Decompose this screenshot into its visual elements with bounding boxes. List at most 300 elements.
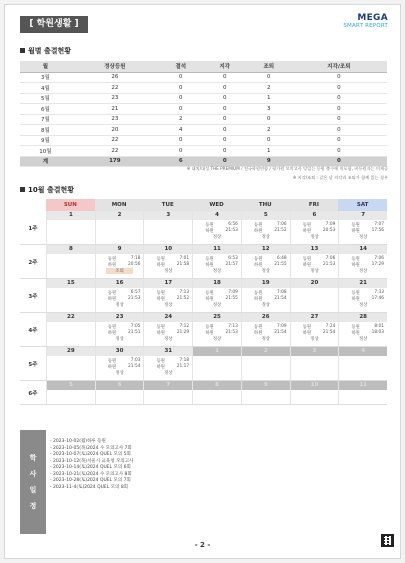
table-header-cell: 조퇴 bbox=[247, 61, 291, 72]
check-in-time: 7:06 bbox=[276, 222, 287, 227]
check-in-label: 등원 bbox=[205, 223, 214, 228]
report-page bbox=[4, 4, 401, 559]
table-row bbox=[20, 104, 387, 115]
check-out-time: 17:29 bbox=[371, 262, 385, 267]
check-out-label: 하원 bbox=[205, 331, 214, 336]
table-cell: 9월 bbox=[20, 135, 71, 146]
day-header-thu: THU bbox=[241, 199, 290, 211]
table-cell: 0 bbox=[291, 156, 387, 167]
check-in-label: 등원 bbox=[302, 325, 312, 330]
calendar-day bbox=[46, 313, 95, 346]
day-number: 15 bbox=[47, 279, 95, 288]
check-in-label: 등원 bbox=[107, 359, 117, 364]
check-out-time: 21:53 bbox=[225, 330, 238, 335]
table-cell: 179 bbox=[71, 156, 159, 167]
calendar-day bbox=[95, 347, 144, 380]
check-in-time: 7:08 bbox=[276, 290, 287, 295]
attendance-status: 정상 bbox=[164, 303, 173, 308]
table-cell: 0 bbox=[203, 125, 247, 136]
calendar-day bbox=[192, 381, 241, 404]
check-out-time: 21:29 bbox=[176, 330, 190, 335]
check-out-label: 하원 bbox=[107, 263, 117, 268]
calendar-day bbox=[241, 347, 290, 380]
table-cell: 0 bbox=[159, 83, 203, 94]
calendar-day bbox=[338, 211, 387, 244]
day-number: 12 bbox=[242, 245, 290, 254]
table-cell: 6 bbox=[159, 156, 203, 167]
table-cell: 0 bbox=[247, 114, 291, 125]
day-number: 7 bbox=[144, 381, 192, 390]
check-out-label: 하원 bbox=[156, 263, 165, 268]
week-label: 6주 bbox=[28, 390, 38, 397]
check-out-label: 하원 bbox=[351, 263, 360, 268]
check-in-time: 7:09 bbox=[276, 324, 287, 329]
check-out-label: 하원 bbox=[107, 297, 117, 302]
check-out-label: 하원 bbox=[254, 297, 263, 302]
monthly-attendance-table bbox=[20, 61, 387, 167]
table-cell: 0 bbox=[291, 125, 387, 136]
attendance-status: 정상 bbox=[261, 337, 270, 342]
calendar-day bbox=[192, 245, 241, 278]
week-label: 5주 bbox=[28, 361, 38, 368]
calendar-day bbox=[241, 381, 290, 404]
calendar-day bbox=[143, 279, 192, 312]
calendar-week bbox=[20, 245, 387, 279]
check-out-label: 하원 bbox=[205, 297, 214, 302]
table-row bbox=[20, 72, 387, 83]
table-header-cell: 지각 bbox=[203, 61, 247, 72]
attendance-status: 정상 bbox=[115, 371, 124, 376]
table-cell: 0 bbox=[291, 72, 387, 83]
attendance-status: 정상 bbox=[359, 303, 368, 308]
table-cell: 2 bbox=[247, 83, 291, 94]
calendar-section-title bbox=[20, 185, 74, 195]
day-number: 6 bbox=[96, 381, 144, 390]
schedule-side-char: 사 bbox=[29, 470, 37, 478]
day-header-fri: FRI bbox=[290, 199, 339, 211]
check-out-label: 하원 bbox=[156, 297, 165, 302]
table-cell: 0 bbox=[159, 146, 203, 157]
calendar-day bbox=[290, 211, 339, 244]
table-cell: 8월 bbox=[20, 125, 71, 136]
check-in-label: 등원 bbox=[351, 257, 360, 262]
check-in-time: 7:09 bbox=[325, 222, 336, 227]
table-header-cell: 결석 bbox=[159, 61, 203, 72]
attendance-status: 정상 bbox=[212, 337, 222, 342]
check-out-time: 17:56 bbox=[371, 228, 385, 233]
check-out-label: 하원 bbox=[205, 263, 214, 268]
calendar-day bbox=[46, 279, 95, 312]
check-in-label: 등원 bbox=[107, 291, 117, 296]
check-in-label: 등원 bbox=[156, 359, 165, 364]
check-in-time: 7:18 bbox=[130, 256, 141, 261]
check-in-label: 등원 bbox=[205, 257, 214, 262]
check-in-time: 8:01 bbox=[374, 324, 385, 329]
calendar-day bbox=[338, 313, 387, 346]
attendance-status: 조퇴 bbox=[106, 268, 134, 274]
check-in-label: 등원 bbox=[205, 325, 214, 330]
monthly-note-1: ※ 대치/대성 THE PREMIUM / 전국학원연합 / 평가원 모의고사 당일는 등원 출수에 미포함, 비등원자는 미제공 bbox=[186, 166, 388, 171]
calendar-day bbox=[143, 245, 192, 278]
square-bullet-icon bbox=[20, 187, 25, 192]
page-number: - 2 - bbox=[194, 541, 211, 549]
check-in-time: 7:01 bbox=[179, 256, 190, 261]
calendar-day bbox=[192, 279, 241, 312]
check-in-time: 6:56 bbox=[228, 222, 238, 227]
table-cell: 23 bbox=[71, 114, 159, 125]
check-in-label: 등원 bbox=[107, 325, 117, 330]
check-in-time: 6:57 bbox=[130, 290, 141, 295]
week-label: 3주 bbox=[28, 293, 38, 300]
check-in-label: 등원 bbox=[254, 223, 263, 228]
check-out-label: 하원 bbox=[302, 331, 312, 336]
check-out-time: 21:54 bbox=[274, 296, 287, 301]
calendar-day bbox=[290, 313, 339, 346]
check-in-label: 등원 bbox=[302, 223, 312, 228]
day-number: 5 bbox=[242, 211, 290, 220]
table-header-cell: 정상등원 bbox=[71, 61, 159, 72]
day-number: 9 bbox=[242, 381, 290, 390]
calendar-day bbox=[338, 347, 387, 380]
calendar-day bbox=[241, 245, 290, 278]
monthly-section-title bbox=[20, 46, 71, 56]
check-out-time: 21:55 bbox=[274, 262, 287, 267]
check-out-time: 21:54 bbox=[322, 330, 336, 335]
day-number: 1 bbox=[47, 211, 95, 220]
calendar-week bbox=[20, 211, 387, 245]
table-cell: 0 bbox=[159, 104, 203, 115]
calendar-day bbox=[46, 211, 95, 244]
day-number: 16 bbox=[96, 279, 144, 288]
week-label: 1주 bbox=[28, 225, 38, 232]
table-cell: 21 bbox=[71, 104, 159, 115]
table-cell: 4 bbox=[159, 125, 203, 136]
table-sum-row bbox=[20, 156, 387, 167]
check-out-label: 하원 bbox=[302, 229, 312, 234]
week-label: 2주 bbox=[28, 259, 38, 266]
table-cell: 0 bbox=[203, 83, 247, 94]
calendar-day bbox=[192, 313, 241, 346]
day-number: 28 bbox=[339, 313, 387, 322]
calendar-day bbox=[46, 347, 95, 380]
table-row bbox=[20, 93, 387, 104]
check-out-time: 21:54 bbox=[128, 364, 141, 369]
attendance-status: 정상 bbox=[359, 337, 368, 342]
table-cell: 2 bbox=[247, 125, 291, 136]
calendar-day bbox=[95, 313, 144, 346]
table-cell: 0 bbox=[247, 72, 291, 83]
day-header-wed: WED bbox=[192, 199, 241, 211]
table-cell: 1 bbox=[247, 93, 291, 104]
day-number: 25 bbox=[193, 313, 241, 322]
check-in-label: 등원 bbox=[254, 325, 263, 330]
day-number: 11 bbox=[193, 245, 241, 254]
schedule-side-label bbox=[20, 430, 46, 534]
check-in-label: 등원 bbox=[254, 291, 263, 296]
check-out-time: 21:52 bbox=[176, 296, 190, 301]
day-number: 1 bbox=[193, 347, 241, 356]
calendar-week bbox=[20, 279, 387, 313]
calendar-day bbox=[290, 381, 339, 404]
check-in-label: 등원 bbox=[107, 257, 117, 262]
table-cell: 10월 bbox=[20, 146, 71, 157]
table-cell: 계 bbox=[20, 156, 71, 167]
check-out-label: 하원 bbox=[254, 331, 263, 336]
check-out-time: 21:52 bbox=[274, 228, 287, 233]
check-in-time: 7:06 bbox=[374, 256, 385, 261]
table-cell: 22 bbox=[71, 83, 159, 94]
check-in-time: 7:24 bbox=[325, 324, 336, 329]
table-cell: 3월 bbox=[20, 72, 71, 83]
check-in-time: 6:53 bbox=[228, 256, 238, 261]
logo-top: MEGA bbox=[357, 13, 388, 23]
check-in-time: 7:13 bbox=[228, 324, 238, 329]
calendar-day bbox=[143, 211, 192, 244]
attendance-status: 정상 bbox=[359, 235, 368, 240]
check-out-time: 21:17 bbox=[176, 364, 190, 369]
table-cell: 22 bbox=[71, 135, 159, 146]
day-number: 2 bbox=[96, 211, 144, 220]
schedule-item: - 2023-10-14(토)2024 QUEL 모의 6회 bbox=[50, 465, 131, 470]
table-cell: 0 bbox=[247, 135, 291, 146]
day-number: 27 bbox=[291, 313, 339, 322]
day-number: 3 bbox=[291, 347, 339, 356]
check-out-time: 21:55 bbox=[225, 296, 238, 301]
table-row bbox=[20, 83, 387, 94]
table-cell: 0 bbox=[203, 146, 247, 157]
day-number: 21 bbox=[339, 279, 387, 288]
check-in-time: 7:06 bbox=[325, 256, 336, 261]
day-number: 10 bbox=[291, 381, 339, 390]
calendar-day-header bbox=[46, 199, 387, 211]
day-number: 23 bbox=[96, 313, 144, 322]
day-number: 11 bbox=[339, 381, 387, 390]
check-out-label: 하원 bbox=[302, 263, 312, 268]
day-header-sat: SAT bbox=[338, 199, 387, 211]
mega-logo bbox=[326, 14, 388, 30]
logo-bottom: SMART REPORT bbox=[343, 23, 388, 29]
day-number: 18 bbox=[193, 279, 241, 288]
check-in-time: 7:05 bbox=[130, 324, 141, 329]
day-number: 19 bbox=[242, 279, 290, 288]
calendar-week bbox=[20, 381, 387, 405]
attendance-status: 정상 bbox=[261, 303, 270, 308]
schedule-item: - 2023-10-12(목)서울시 교육청 모의고사 bbox=[50, 458, 134, 464]
calendar-day bbox=[290, 347, 339, 380]
schedule-item: - 2023-11-4(토)2024 QUEL 모의 8회 bbox=[50, 484, 129, 490]
day-number: 31 bbox=[144, 347, 192, 356]
table-cell: 0 bbox=[291, 135, 387, 146]
check-in-time: 6:48 bbox=[276, 256, 287, 261]
attendance-status: 정상 bbox=[164, 371, 173, 376]
schedule-item: - 2023-10-02(월)하루 등원 bbox=[50, 439, 106, 444]
table-cell: 26 bbox=[71, 72, 159, 83]
check-out-time: 20:53 bbox=[322, 228, 336, 233]
table-cell: 7월 bbox=[20, 114, 71, 125]
schedule-item: - 2023-10-28(토)2024 QUEL 모의 7회 bbox=[50, 478, 131, 483]
attendance-status: 정상 bbox=[164, 269, 173, 274]
day-header-tue: TUE bbox=[143, 199, 192, 211]
check-out-label: 하원 bbox=[351, 331, 360, 336]
schedule-side-char: 일 bbox=[29, 486, 37, 494]
check-in-time: 7:13 bbox=[179, 290, 190, 295]
attendance-status: 정상 bbox=[115, 303, 124, 308]
calendar-day bbox=[338, 245, 387, 278]
calendar-day bbox=[338, 381, 387, 404]
calendar-week bbox=[20, 347, 387, 381]
check-out-time: 18:03 bbox=[371, 330, 385, 335]
calendar-day bbox=[46, 245, 95, 278]
check-out-label: 하원 bbox=[107, 331, 117, 336]
day-number: 8 bbox=[47, 245, 95, 254]
day-number: 9 bbox=[96, 245, 144, 254]
check-in-time: 7:12 bbox=[179, 324, 190, 329]
table-cell: 0 bbox=[203, 72, 247, 83]
table-cell: 9 bbox=[247, 156, 291, 167]
day-number: 24 bbox=[144, 313, 192, 322]
table-cell: 20 bbox=[71, 125, 159, 136]
attendance-status: 정상 bbox=[115, 337, 124, 342]
table-cell: 22 bbox=[71, 146, 159, 157]
check-in-label: 등원 bbox=[156, 325, 165, 330]
day-header-mon: MON bbox=[95, 199, 144, 211]
attendance-status: 정상 bbox=[212, 235, 222, 240]
october-calendar bbox=[20, 199, 387, 405]
day-number: 2 bbox=[242, 347, 290, 356]
table-cell: 3 bbox=[247, 104, 291, 115]
check-in-label: 등원 bbox=[351, 291, 360, 296]
table-cell: 23 bbox=[71, 93, 159, 104]
day-number: 10 bbox=[144, 245, 192, 254]
table-cell: 1 bbox=[247, 146, 291, 157]
check-out-time: 21:53 bbox=[225, 228, 238, 233]
day-number: 4 bbox=[339, 347, 387, 356]
check-in-time: 7:07 bbox=[374, 222, 385, 227]
calendar-day bbox=[338, 279, 387, 312]
check-in-label: 등원 bbox=[351, 223, 360, 228]
day-number: 14 bbox=[339, 245, 387, 254]
calendar-day bbox=[95, 211, 144, 244]
calendar-day bbox=[241, 313, 290, 346]
week-label: 4주 bbox=[28, 327, 38, 334]
table-cell: 0 bbox=[203, 93, 247, 104]
check-in-label: 등원 bbox=[205, 291, 214, 296]
calendar-day bbox=[192, 347, 241, 380]
schedule-side-char: 학 bbox=[29, 454, 37, 462]
day-header-sun: SUN bbox=[46, 199, 95, 211]
table-cell: 0 bbox=[203, 114, 247, 125]
check-in-label: 등원 bbox=[156, 291, 165, 296]
table-cell: 0 bbox=[291, 83, 387, 94]
calendar-day bbox=[143, 347, 192, 380]
day-number: 29 bbox=[47, 347, 95, 356]
calendar-day bbox=[241, 211, 290, 244]
check-in-time: 7:09 bbox=[228, 290, 238, 295]
day-number: 5 bbox=[47, 381, 95, 390]
attendance-status: 정상 bbox=[310, 235, 319, 240]
table-cell: 2 bbox=[159, 114, 203, 125]
check-in-label: 등원 bbox=[302, 257, 312, 262]
check-out-label: 하원 bbox=[351, 297, 360, 302]
calendar-day bbox=[143, 381, 192, 404]
check-out-time: 21:58 bbox=[176, 262, 190, 267]
table-header-cell: 지각/조퇴 bbox=[291, 61, 387, 72]
day-number: 30 bbox=[96, 347, 144, 356]
check-in-label: 등원 bbox=[254, 257, 263, 262]
attendance-status: 정상 bbox=[164, 337, 173, 342]
calendar-day bbox=[192, 211, 241, 244]
check-out-label: 하원 bbox=[254, 263, 263, 268]
check-out-time: 21:53 bbox=[128, 296, 141, 301]
attendance-status: 정상 bbox=[261, 269, 270, 274]
table-cell: 0 bbox=[291, 114, 387, 125]
attendance-status: 정상 bbox=[212, 269, 222, 274]
check-in-label: 등원 bbox=[156, 257, 165, 262]
attendance-status: 정상 bbox=[310, 269, 319, 274]
calendar-week bbox=[20, 313, 387, 347]
table-cell: 0 bbox=[291, 93, 387, 104]
check-out-label: 하원 bbox=[205, 229, 214, 234]
check-in-label: 등원 bbox=[351, 325, 360, 330]
calendar-day bbox=[46, 381, 95, 404]
check-out-label: 하원 bbox=[107, 365, 117, 370]
check-in-time: 7:33 bbox=[374, 290, 385, 295]
qr-code-icon bbox=[381, 534, 394, 547]
table-cell: 0 bbox=[159, 135, 203, 146]
calendar-day bbox=[143, 313, 192, 346]
day-number: 4 bbox=[193, 211, 241, 220]
day-number: 7 bbox=[339, 211, 387, 220]
schedule-side-char: 정 bbox=[29, 502, 37, 510]
schedule-list bbox=[50, 439, 133, 491]
table-cell: 0 bbox=[291, 104, 387, 115]
day-number: 6 bbox=[291, 211, 339, 220]
day-number: 22 bbox=[47, 313, 95, 322]
check-out-time: 21:51 bbox=[128, 330, 141, 335]
check-out-label: 하원 bbox=[351, 229, 360, 234]
table-cell: 0 bbox=[203, 156, 247, 167]
attendance-status: 정상 bbox=[212, 303, 222, 308]
calendar-day bbox=[241, 279, 290, 312]
calendar-day bbox=[95, 245, 144, 278]
calendar-day bbox=[290, 245, 339, 278]
attendance-status: 정상 bbox=[310, 337, 319, 342]
table-row bbox=[20, 146, 387, 157]
attendance-status: 정상 bbox=[261, 235, 270, 240]
academic-schedule bbox=[20, 430, 387, 534]
check-out-time: 21:53 bbox=[322, 262, 336, 267]
monthly-note-2: ※ 지각/조퇴 : 같은 날 지각과 조퇴가 함께 있는 경우 bbox=[292, 175, 388, 180]
schedule-item: - 2023-10-21(토)2024 수 모의고사 8회 bbox=[50, 471, 132, 477]
check-out-time: 17:46 bbox=[371, 296, 385, 301]
check-in-time: 7:18 bbox=[179, 358, 190, 363]
check-out-time: 20:56 bbox=[128, 262, 141, 267]
attendance-status: 정상 bbox=[359, 269, 368, 274]
check-out-label: 하원 bbox=[156, 365, 165, 370]
calendar-day bbox=[95, 279, 144, 312]
day-number: 8 bbox=[193, 381, 241, 390]
table-cell: 4월 bbox=[20, 83, 71, 94]
calendar-day bbox=[290, 279, 339, 312]
day-number: 26 bbox=[242, 313, 290, 322]
day-number: 17 bbox=[144, 279, 192, 288]
check-out-time: 21:54 bbox=[274, 330, 287, 335]
check-in-time: 7:03 bbox=[130, 358, 141, 363]
day-number: 3 bbox=[144, 211, 192, 220]
table-cell: 6월 bbox=[20, 104, 71, 115]
check-out-time: 21:57 bbox=[225, 262, 238, 267]
schedule-item: - 2023-10-05(목)2024 수 모의고사 7회 bbox=[50, 445, 132, 451]
